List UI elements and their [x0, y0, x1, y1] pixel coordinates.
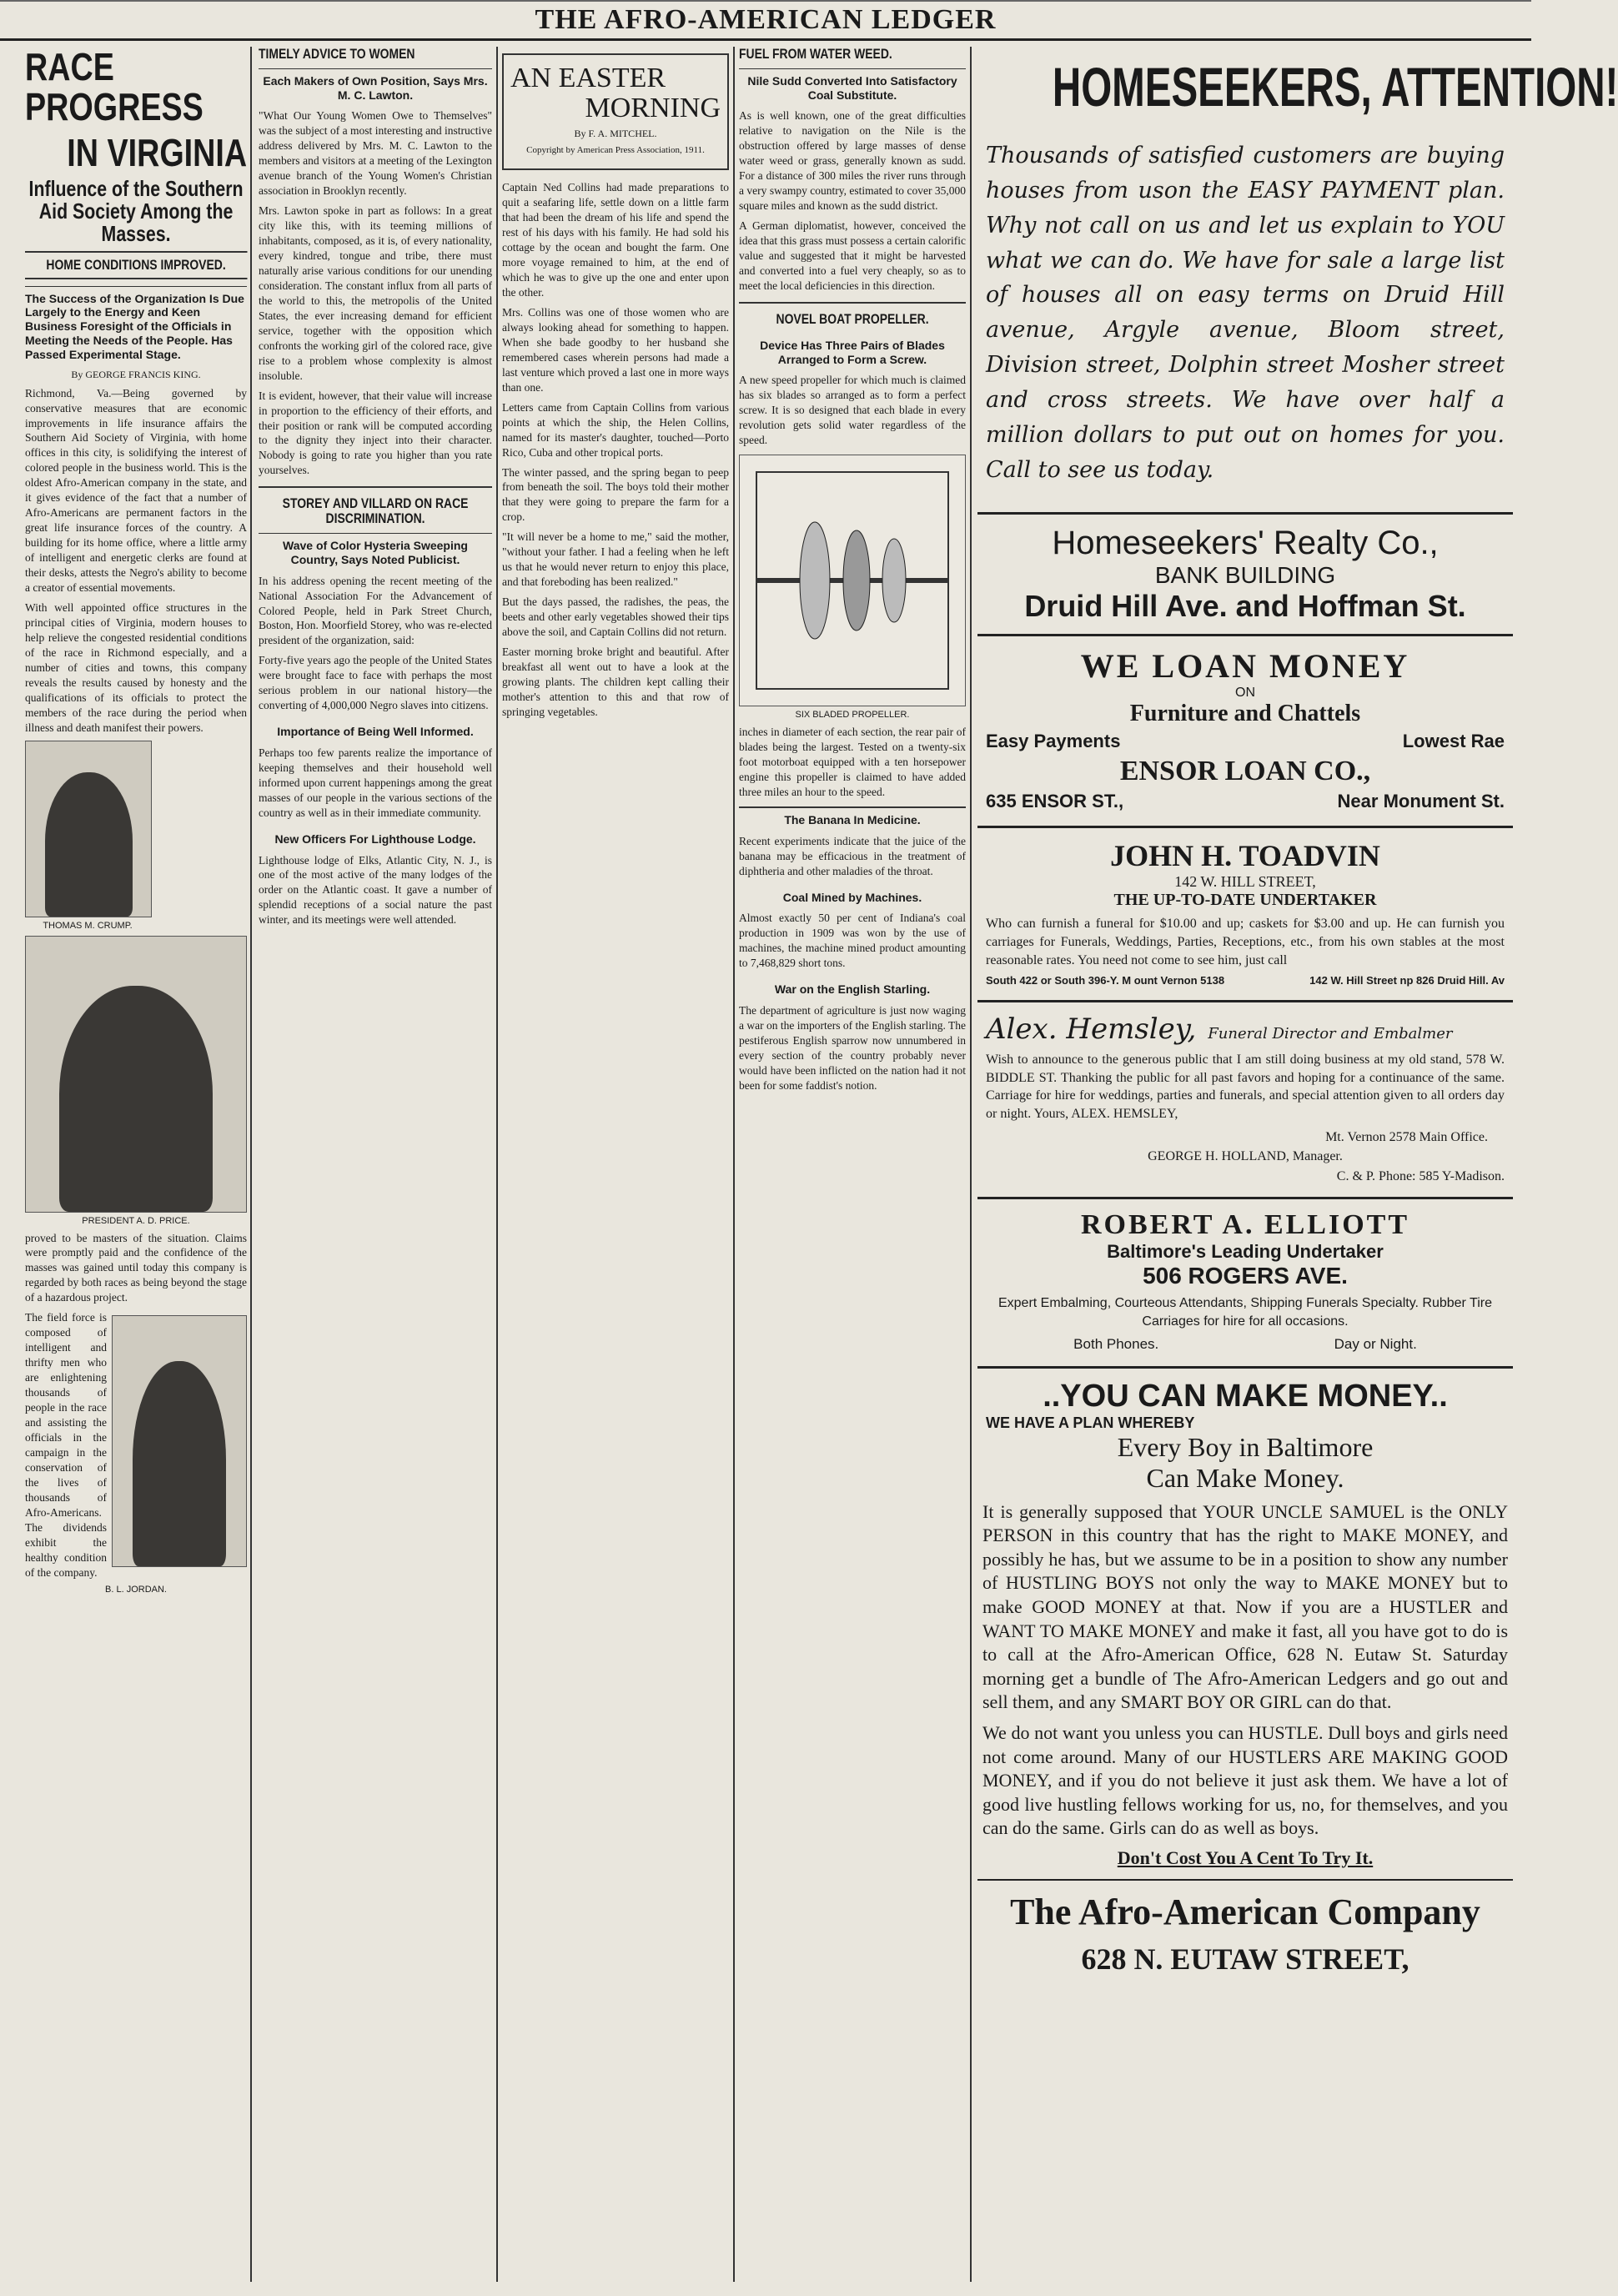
toadvin-tagline: THE UP-TO-DATE UNDERTAKER: [1113, 891, 1377, 910]
ad-homeseekers-text: Thousands of satisfied customers are buying houses from uson the EASY PAYMENT plan. Why not call on us and let us explain to YOU what we can do. We have for sale a large list of houses all on easy terms on Druid Hill avenue, Argyle avenue, Bloom street, Division street, Dolphin street Mosher street and cross streets. We have over half a million dollars to put out on homes for you. Call to see us today.: [986, 143, 1505, 483]
toadvin-text: Who can furnish a funeral for $10.00 and up; caskets for $3.00 and up. He can furnish you carriages for Funerals, Weddings, Parties, Receptions, etc., from his own stables at the most reasonable rates. You need not come to see him, just call: [986, 917, 1505, 967]
headline: FUEL FROM WATER WEED.: [739, 46, 892, 62]
byline: By F. A. MITCHEL.: [574, 128, 657, 140]
article-paragraph: Captain Ned Collins had made preparations to quit a seafaring life, settle down on a little farm that had been the dream of his life and spend the rest of his days with his family. He had sold his cottage by the ocean and bought the farm. One more voyage remained to him, at the end of which he was to give up the one and enter upon the other.: [502, 181, 729, 299]
article-paragraph: The winter passed, and the spring began to peep from beneath the soil. The boys told their mother that they were going to prepare the farm for a crop.: [502, 465, 729, 524]
article-paragraph: With well appointed office structures in the principal cities of Virginia, modern houses to help relieve the congested residential conditions of the race in Richmond especially, and a number of cities and towns, this company reveals the results caused by honesty and the qualifications of its officials to protect the members of the race during the period when illness and death manifest their powers.: [25, 600, 247, 734]
article-paragraph: A German diplomatist, however, conceived the idea that this grass must possess a certain calorific value and suggested that it might be harvested and converted into a fuel very cheaply, so as to meet the local deficiencies in this direction.: [739, 219, 966, 292]
ad-afro-american-company: [977, 1879, 1513, 1987]
deck: Device Has Three Pairs of Blades Arranged to Form a Screw.: [760, 338, 945, 366]
money-text-2: We do not want you unless you can HUSTLE. Dull boys and girls need not come around. Many of our HUSTLERS ARE MAKING GOOD MONEY, and if you do not believe it just ask them. We have a lot of good live hustling fellows working for us, no, for themselves, and you can do the same. Girls can do as well as boys.: [982, 1721, 1508, 1839]
loan-terms-left: Easy Payments: [986, 731, 1121, 752]
hemsley-phone: C. & P. Phone: 585 Y-Madison.: [1336, 1168, 1505, 1183]
ad-homeseekers-headline: HOMESEEKERS, ATTENTION!: [1052, 56, 1618, 118]
byline: By GEORGE FRANCIS KING.: [71, 368, 201, 380]
toadvin-phone-right: 142 W. Hill Street np 826 Druid Hill. Av: [1309, 974, 1505, 987]
article-paragraph: In his address opening the recent meeting of the National Association For the Advancement of Colored People, held in Park Street Church, Boston, Hon. Moorfield Storey, who was re-elected president of the organization, said:: [259, 574, 492, 647]
column-science-news: [739, 47, 966, 2282]
portrait-photo: [25, 936, 247, 1213]
loan-headline: WE LOAN MONEY: [1080, 647, 1410, 686]
ad-toadvin: [977, 826, 1513, 1000]
elliott-hours: Day or Night.: [1334, 1335, 1417, 1352]
toadvin-phone-left: South 422 or South 396-Y. M ount Vernon 5138: [986, 974, 1225, 987]
story-title: AN EASTER: [510, 63, 666, 93]
elliott-phones: Both Phones.: [1073, 1335, 1159, 1352]
hemsley-title: Funeral Director and Embalmer: [1208, 1025, 1453, 1043]
ad-realty: [977, 512, 1513, 634]
headline: TIMELY ADVICE TO WOMEN: [259, 46, 415, 62]
article-paragraph: Forty-five years ago the people of the United States were brought face to face with perhaps the most serious problem in our national history—the converting of 4,000,000 Negro slaves into citizens.: [259, 654, 492, 712]
copyright-line: Copyright by American Press Association, 1911.: [526, 145, 705, 156]
ensor-near: Near Monument St.: [1337, 791, 1505, 812]
money-cost-line: Don't Cost You A Cent To Try It.: [1117, 1846, 1374, 1868]
article-paragraph: The department of agriculture is just now waging a war on the importers of the English starling. The pestiferous English sparrow now unnumbered in every section of the country probably never would have been inflicted on the nation had it not been for some faddist's notion.: [739, 1003, 966, 1092]
toadvin-address: 142 W. HILL STREET,: [1174, 873, 1316, 891]
money-headline: ..YOU CAN MAKE MONEY..: [1043, 1378, 1448, 1414]
company-address: 628 N. EUTAW STREET,: [1081, 1942, 1409, 1976]
ad-make-money: [977, 1366, 1513, 1879]
ad-elliott: [977, 1197, 1513, 1365]
article-paragraph: Recent experiments indicate that the juice of the banana may be efficacious in the treatment of diphtheria and other maladies of the throat.: [739, 834, 966, 877]
column-easter-morning: [502, 47, 729, 2282]
elliott-address: 506 ROGERS AVE.: [1143, 1263, 1348, 1289]
story-title-box: [502, 53, 729, 170]
headline: NOVEL BOAT PROPELLER.: [776, 310, 929, 327]
article-paragraph: Perhaps too few parents realize the importance of keeping themselves and their household well informed upon current happenings among the great masses of our people in the various sections of the country as well as in their immediate community.: [259, 746, 492, 819]
company-name: The Afro-American Company: [1010, 1891, 1480, 1932]
ad-hemsley: [977, 1000, 1513, 1197]
headline: STOREY AND VILLARD ON RACE DISCRIMINATION.: [282, 495, 469, 527]
deck: The Success of the Organization Is Due Largely to the Energy and Keen Business Foresight of the Officials in Meeting the Needs of the People. Has Passed Experimental Stage.: [25, 286, 247, 362]
loan-terms-right: Lowest Rae: [1402, 731, 1505, 752]
subheading: New Officers For Lighthouse Lodge.: [274, 831, 476, 846]
ad-loan: [977, 634, 1513, 826]
article-paragraph: proved to be masters of the situation. Claims were promptly paid and the confidence of the masses was gained until today this company is regarded by both races as being beyond the stage of a hazardous project.: [25, 1231, 247, 1304]
elliott-text: Expert Embalming, Courteous Attendants, Shipping Funerals Specialty. Rubber Tire Carriages for hire for all occasions.: [997, 1296, 1492, 1329]
hemsley-office: Mt. Vernon 2578 Main Office.: [1325, 1129, 1488, 1144]
article-paragraph: Lighthouse lodge of Elks, Atlantic City, N. J., is one of the most active of the many lodges of the order on the Atlantic coast. It gave a number of splendid receptions of a social nature the past winter, and its meetings were well attended.: [259, 853, 492, 927]
ensor-address-row: [986, 791, 1505, 812]
money-line-1: Every Boy in Baltimore: [1117, 1431, 1374, 1462]
subhead: HOME CONDITIONS IMPROVED.: [25, 251, 247, 279]
article-paragraph: Richmond, Va.—Being governed by conservative measures that are economic improvements in life insurance affairs the Southern Aid Society of Virginia, with home offices in this city, is solidifying the interest of colored people in the business world. This is the oldest Afro-American company in the state, and it gives evidence of the fact that a number of Afro-Americans are permanent factors in the great life insurance forces of the country. A building for its home office, where a little army of intelligent and energetic clerks are found at their desks, attests the Negro's ability to become a creator of essential movements.: [25, 386, 247, 594]
loan-on: ON: [1235, 686, 1255, 701]
article-paragraph: It is evident, however, that their value will increase in proportion to the efficiency of their efforts, and their position or rank will be computed according to the dignity they inject into their character. Nobody is going to rate you higher than you rate yourselves.: [259, 389, 492, 477]
advertisements-column: [977, 47, 1618, 2282]
photo-caption: PRESIDENT A. D. PRICE.: [82, 1215, 190, 1226]
illustration-caption: SIX BLADED PROPELLER.: [795, 710, 910, 721]
column-timely-advice: [259, 47, 492, 2282]
photo-caption: B. L. JORDAN.: [105, 1585, 167, 1595]
article-paragraph: Mrs. Collins was one of those women who are always looking ahead for something to happen. When she bade goodby to her husband she remembered cases wherein persons had made a last venture which proved a last one in more ways than one.: [502, 306, 729, 394]
article-paragraph: A new speed propeller for which much is claimed has six blades so arranged as to form a perfect screw. It is so designed that each blade in every revolution gets solid water regardless of the speed.: [739, 374, 966, 447]
ensor-address: 635 ENSOR ST.,: [986, 791, 1124, 812]
money-text: It is generally supposed that YOUR UNCLE SAMUEL is the ONLY PERSON in this country that has the right to MAKE MONEY, and possibly he has, but we assume to be in a position to show any number of HUSTLING BOYS not only the way to MAKE MONEY but to make GOOD MONEY at that. Now if you are a HUSTLER and WANT TO MAKE MONEY and make it fast, all you have got to do is to call at the Afro-American Office, 628 N. Eutaw St. Saturday morning get a bundle of The Afro-American Ledgers and go out and sell them, and any SMART BOY OR GIRL can do that.: [982, 1500, 1508, 1713]
article-paragraph: inches in diameter of each section, the rear pair of blades being the largest. Tested on a twenty-six foot motorboat equipped with a ten horsepower engine this propeller is claimed to have added three miles an hour to the speed.: [739, 726, 966, 798]
column-rule: [733, 47, 735, 2282]
elliott-contacts: [986, 1336, 1505, 1353]
subheading: The Banana In Medicine.: [739, 806, 966, 827]
subheading: Importance of Being Well Informed.: [277, 725, 474, 739]
hemsley-manager: GEORGE H. HOLLAND, Manager.: [1148, 1149, 1343, 1164]
column-rule: [970, 47, 972, 2282]
article-paragraph: But the days passed, the radishes, the peas, the beets and other early vegetables showed their tips above the soil, and Captain Collins did not return.: [502, 595, 729, 639]
realty-name: Homeseekers' Realty Co.,: [1052, 525, 1439, 562]
toadvin-phones: [986, 974, 1505, 987]
deck: Each Makers of Own Position, Says Mrs. M. C. Lawton.: [259, 68, 492, 103]
propeller-icon: [740, 455, 965, 706]
deck: Wave of Color Hysteria Sweeping Country, Says Noted Publicist.: [259, 533, 492, 567]
article-paragraph: Mrs. Lawton spoke in part as follows: In a great city like this, with its teeming millions of inhabitants, composed, as it is, of every nationality, every kindred, tongue and tribe, there must naturally arise various conditions for our unending consideration. The constant influx from all parts of the world to this, the metropolis of the United States, the ever increasing demand for efficient service, together with the opposition which confronts the working girl of the colored race, give rise to a problem whose complexity is almost insoluble.: [259, 204, 492, 382]
propeller-illustration: [739, 455, 966, 706]
photo-caption: THOMAS M. CRUMP.: [43, 920, 133, 931]
story-title: MORNING: [585, 92, 721, 123]
masthead: THE AFRO-AMERICAN LEDGER: [0, 0, 1531, 41]
money-subhead: WE HAVE A PLAN WHEREBY: [986, 1414, 1195, 1431]
column-race-progress: [25, 47, 247, 2282]
subheading: War on the English Starling.: [774, 982, 931, 997]
hemsley-name: Alex. Hemsley,: [986, 1012, 1197, 1047]
article-paragraph: As is well known, one of the great difficulties relative to navigation on the Nile is the obstruction offered by large masses of dense water weed or grass, generally known as sudd. For a distance of 300 miles the river runs through a very swampy country, estimated to cover 35,000 square miles and known as the sudd district.: [739, 109, 966, 213]
portrait-photo: [112, 1315, 247, 1567]
column-rule: [496, 47, 498, 2282]
loan-items: Furniture and Chattels: [1129, 701, 1361, 727]
ensor-name: ENSOR LOAN CO.,: [1119, 756, 1371, 787]
realty-bank: BANK BUILDING: [1154, 562, 1336, 589]
money-line-2: Can Make Money.: [1146, 1462, 1344, 1493]
article-paragraph: "What Our Young Women Owe to Themselves" was the subject of a most interesting and instructive address delivered by Mrs. M. C. Lawton to the members and visitors at a meeting of the Lexington avenue branch of the Young Women's Christian association in Brooklyn recently.: [259, 109, 492, 198]
toadvin-name: JOHN H. TOADVIN: [1110, 839, 1380, 873]
column-rule: [250, 47, 252, 2282]
subhead: Influence of the Southern Aid Society Among the Masses.: [28, 175, 244, 247]
elliott-name: ROBERT A. ELLIOTT: [1080, 1209, 1410, 1241]
headline: IN VIRGINIA: [67, 130, 248, 174]
subheading: Coal Mined by Machines.: [782, 890, 922, 904]
article-paragraph: Letters came from Captain Collins from various points at which the ship, the Helen Collins, named for its master's daughter, touched—Porto Rico, Cuba and other tropical ports.: [502, 400, 729, 459]
article-paragraph: Almost exactly 50 per cent of Indiana's coal production in 1909 was won by the use of machines, the machine mined product amounting to 7,468,829 short tons.: [739, 912, 966, 970]
portrait-photo: [25, 741, 152, 917]
elliott-tagline: Baltimore's Leading Undertaker: [1107, 1241, 1384, 1263]
article-paragraph: "It will never be a home to me," said the mother, "without your father. I had a feeling when he left us that he would never return to enjoy this place, and that foreboding has been realized.": [502, 530, 729, 589]
loan-terms: [986, 731, 1505, 752]
realty-address: Druid Hill Ave. and Hoffman St.: [1024, 589, 1466, 624]
headline: RACE PROGRESS: [25, 45, 204, 129]
deck: Nile Sudd Converted Into Satisfactory Coal Substitute.: [739, 68, 966, 103]
article-paragraph: Easter morning broke bright and beautiful. After breakfast all went out to have a look at the growing plants. The children kept calling their mother's attention to this and that row of springing vegetables.: [502, 646, 729, 718]
hemsley-text: Wish to announce to the generous public that I am still doing business at my old stand, 578 W. BIDDLE ST. Thanking the public for all past favors and hoping for a continuance of the same. Carriage for hire for weddings, parties and funerals, and special attention given to all orders day or night. Yours, ALEX. HEMSLEY,: [986, 1053, 1505, 1121]
article-paragraph: The field force is composed of intelligent and thrifty men who are enlightening thousands of people in the race and assisting the officials in the campaign in the conservation of the lives of thousands of Afro-Americans. The dividends exhibit the healthy condition of the company.: [25, 1311, 107, 1579]
